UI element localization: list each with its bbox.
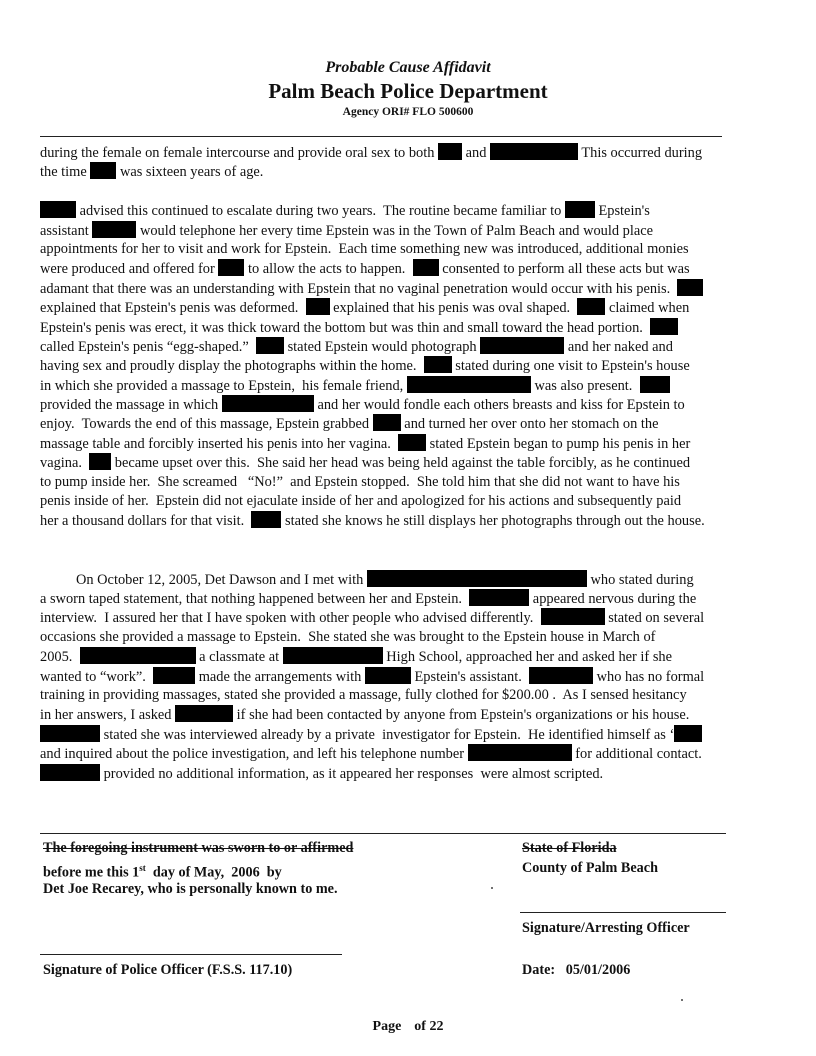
body-text-segment: provided no additional information, as it appeared her responses were almost scripted.	[100, 765, 604, 782]
body-text-segment: in her answers, I asked	[40, 707, 176, 724]
body-text-segment: for additional contact.	[571, 746, 702, 763]
body-line	[40, 589, 770, 608]
paragraph-gap	[40, 531, 770, 550]
redaction-box	[373, 414, 401, 431]
body-line	[40, 279, 770, 298]
body-text-segment: 2005.	[40, 649, 80, 666]
redaction-box	[367, 570, 587, 587]
affidavit-body	[40, 143, 770, 783]
redaction-box	[674, 725, 702, 742]
body-text-segment: to pump inside her. She screamed “No!” and Epstein stopped. She told him that she did not want to have his	[40, 473, 680, 490]
body-text-segment: training in providing massages, stated she provided a massage, fully clothed for $200.00 . As I sensed hesitancy	[40, 686, 687, 703]
sworn-statement-line3: Det Joe Recarey, who is personally known to me.	[43, 881, 338, 897]
sworn-statement-line1: The foregoing instrument was sworn to or affirmed	[43, 840, 354, 856]
page-footer	[0, 1019, 816, 1035]
body-line	[40, 259, 770, 278]
redaction-box	[222, 395, 314, 412]
body-text-segment: vagina.	[40, 455, 90, 472]
body-line	[40, 201, 770, 220]
body-line	[40, 221, 770, 240]
redaction-box	[529, 667, 593, 684]
body-text-segment: appointments for her to visit and work for Epstein. Each time something new was introduced, additional monies	[40, 240, 689, 257]
redaction-box	[256, 337, 284, 354]
body-line	[40, 318, 770, 337]
body-text-segment: advised this continued to escalate during two years. The routine became familiar to	[76, 203, 565, 220]
body-text-segment: High School, approached her and asked her if she	[382, 649, 673, 666]
redaction-box	[365, 667, 411, 684]
body-text-segment: the time	[40, 164, 91, 181]
body-line	[40, 725, 770, 744]
body-text-segment: would telephone her every time Epstein was in the Town of Palm Beach and would place	[136, 222, 654, 239]
sworn-date-suffix: st	[139, 863, 146, 873]
body-line	[40, 414, 770, 433]
body-line	[40, 647, 770, 666]
redaction-box	[89, 453, 111, 470]
body-text-segment: consented to perform all these acts but was	[438, 261, 690, 278]
body-text-segment: stated during one visit to Epstein's house	[451, 358, 690, 375]
police-officer-signature-line	[40, 954, 342, 955]
document-header	[0, 58, 816, 120]
body-text-segment: was sixteen years of age.	[116, 164, 264, 181]
body-text-segment: explained that Epstein's penis was deformed.	[40, 300, 306, 317]
body-text-segment: who has no formal	[593, 668, 705, 685]
body-line	[40, 764, 770, 783]
body-line	[40, 473, 770, 492]
body-text-segment: during the female on female intercourse and provide oral sex to both	[40, 145, 439, 161]
body-text-segment: claimed when	[605, 300, 690, 317]
document-title: Probable Cause Affidavit	[325, 59, 491, 76]
body-text-segment: and her would fondle each others breasts and kiss for Epstein to	[313, 397, 685, 414]
redaction-box	[480, 337, 564, 354]
page-label: Page	[372, 1019, 402, 1034]
body-line	[40, 453, 770, 472]
redaction-box	[92, 221, 136, 238]
body-text-segment: On October 12, 2005, Det Dawson and I met with	[40, 571, 367, 588]
redaction-box	[468, 744, 572, 761]
body-text-segment: stated Epstein began to pump his penis in her	[426, 435, 691, 452]
body-line	[40, 298, 770, 317]
redaction-box	[650, 318, 678, 335]
redaction-box	[469, 589, 529, 606]
body-line	[40, 240, 770, 259]
scan-speck	[681, 999, 683, 1001]
body-text-segment: penis inside of her. Epstein did not ejaculate inside of her and apologized for his actions and subsequently paid	[40, 493, 682, 510]
redaction-box	[541, 608, 605, 625]
body-line	[40, 628, 770, 647]
redaction-box	[153, 667, 195, 684]
redaction-box	[283, 647, 383, 664]
redaction-box	[398, 434, 426, 451]
body-line	[40, 143, 770, 162]
arresting-officer-signature-line	[520, 912, 726, 913]
page-of-label: of	[414, 1019, 426, 1034]
body-text-segment: was also present.	[530, 377, 640, 394]
body-line	[40, 570, 770, 589]
body-text-segment: adamant that there was an understanding with Epstein that no vaginal penetration would occur with his penis.	[40, 280, 678, 297]
body-text-segment: who stated during	[586, 571, 694, 588]
body-text-segment: Epstein's assistant.	[410, 668, 530, 685]
body-line	[40, 686, 770, 705]
body-text-segment: and turned her over onto her stomach on the	[400, 416, 659, 433]
body-text-segment: stated she knows he still displays her photographs through out the house.	[281, 513, 705, 530]
signature-block-rule	[40, 833, 726, 834]
body-line	[40, 705, 770, 724]
body-line	[40, 162, 770, 181]
county-label: County of Palm Beach	[522, 860, 658, 876]
body-text-segment: and her naked and	[564, 338, 673, 355]
redaction-box	[90, 162, 116, 179]
body-text-segment: having sex and proudly display the photographs within the home.	[40, 358, 424, 375]
redaction-box	[80, 647, 196, 664]
body-text-segment: explained that his penis was oval shaped.	[329, 300, 578, 317]
body-line	[40, 608, 770, 627]
body-text-segment: Epstein's penis was erect, it was thick toward the bottom but was thin and small toward the head portion.	[40, 319, 651, 336]
body-line	[40, 744, 770, 763]
body-text-segment: called Epstein's penis “egg-shaped.”	[40, 338, 256, 355]
body-text-segment: stated she was interviewed already by a private investigator for Epstein. He identified himself as ‘	[100, 726, 675, 743]
redaction-box	[175, 705, 233, 722]
header-rule	[40, 136, 722, 137]
redaction-box	[251, 511, 281, 528]
body-text-segment: a sworn taped statement, that nothing happened between her and Epstein.	[40, 590, 470, 607]
redaction-box	[40, 725, 100, 742]
body-text-segment: appeared nervous during the	[529, 590, 697, 607]
body-line	[40, 337, 770, 356]
redaction-box	[490, 143, 578, 160]
body-text-segment: made the arrangements with	[195, 668, 365, 685]
arresting-officer-label: Signature/Arresting Officer	[522, 920, 690, 936]
redaction-box	[306, 298, 330, 315]
redaction-box	[438, 143, 462, 160]
body-text-segment: enjoy. Towards the end of this massage, Epstein grabbed	[40, 416, 373, 433]
agency-ori: Agency ORI# FLO 500600	[342, 106, 474, 118]
body-text-segment: massage table and forcibly inserted his penis into her vagina.	[40, 435, 399, 452]
redaction-box	[640, 376, 670, 393]
body-text-segment: This occurred during	[578, 145, 703, 161]
body-text-segment: were produced and offered for	[40, 261, 219, 278]
body-text-segment: Epstein's	[594, 203, 650, 220]
body-line	[40, 511, 770, 530]
redaction-box	[565, 201, 595, 218]
date-field	[522, 961, 630, 980]
body-text-segment: wanted to “work”.	[40, 668, 154, 685]
sworn-date-prefix: before me this 1	[43, 864, 140, 881]
body-text-segment: occasions she provided a massage to Epstein. She stated she was brought to the Epstein house in March of	[40, 628, 656, 645]
body-text-segment: became upset over this. She said her head was being held against the table forcibly, as he continued	[111, 455, 691, 472]
body-text-segment: interview. I assured her that I have spoken with other people who advised differently.	[40, 610, 541, 627]
department-name: Palm Beach Police Department	[268, 79, 548, 103]
body-text-segment: stated on several	[604, 610, 705, 627]
body-text-segment: if she had been contacted by anyone from Epstein's organizations or his house.	[233, 707, 690, 724]
police-officer-signature-label: Signature of Police Officer (F.S.S. 117.10)	[43, 962, 293, 978]
redaction-box	[218, 259, 244, 276]
body-line	[40, 395, 770, 414]
redaction-box	[424, 356, 452, 373]
body-text-segment: in which she provided a massage to Epstein, his female friend,	[40, 377, 407, 394]
body-text-segment: and	[462, 145, 490, 161]
scan-speck	[491, 887, 493, 889]
body-text-segment: assistant	[40, 222, 93, 239]
body-line	[40, 356, 770, 375]
body-text-segment: provided the massage in which	[40, 397, 222, 414]
body-text-segment: stated Epstein would photograph	[283, 338, 481, 355]
sworn-date-rest: day of May, 2006 by	[145, 864, 282, 881]
paragraph-gap	[40, 550, 770, 569]
body-line	[40, 434, 770, 453]
redaction-box	[413, 259, 439, 276]
redaction-box	[407, 376, 531, 393]
state-label: State of Florida	[522, 840, 617, 856]
body-line	[40, 376, 770, 395]
redaction-box	[40, 201, 76, 218]
date-value: 05/01/2006	[565, 962, 631, 978]
redaction-box	[40, 764, 100, 781]
redaction-box	[577, 298, 605, 315]
date-label: Date:	[522, 962, 556, 978]
page-total: 22	[429, 1019, 444, 1034]
paragraph-gap	[40, 182, 770, 201]
body-text-segment: and inquired about the police investigation, and left his telephone number	[40, 746, 468, 763]
body-line	[40, 492, 770, 511]
body-text-segment: her a thousand dollars for that visit.	[40, 513, 252, 530]
body-line	[40, 667, 770, 686]
body-text-segment: a classmate at	[195, 649, 283, 666]
body-text-segment: to allow the acts to happen.	[244, 261, 413, 278]
redaction-box	[677, 279, 703, 296]
